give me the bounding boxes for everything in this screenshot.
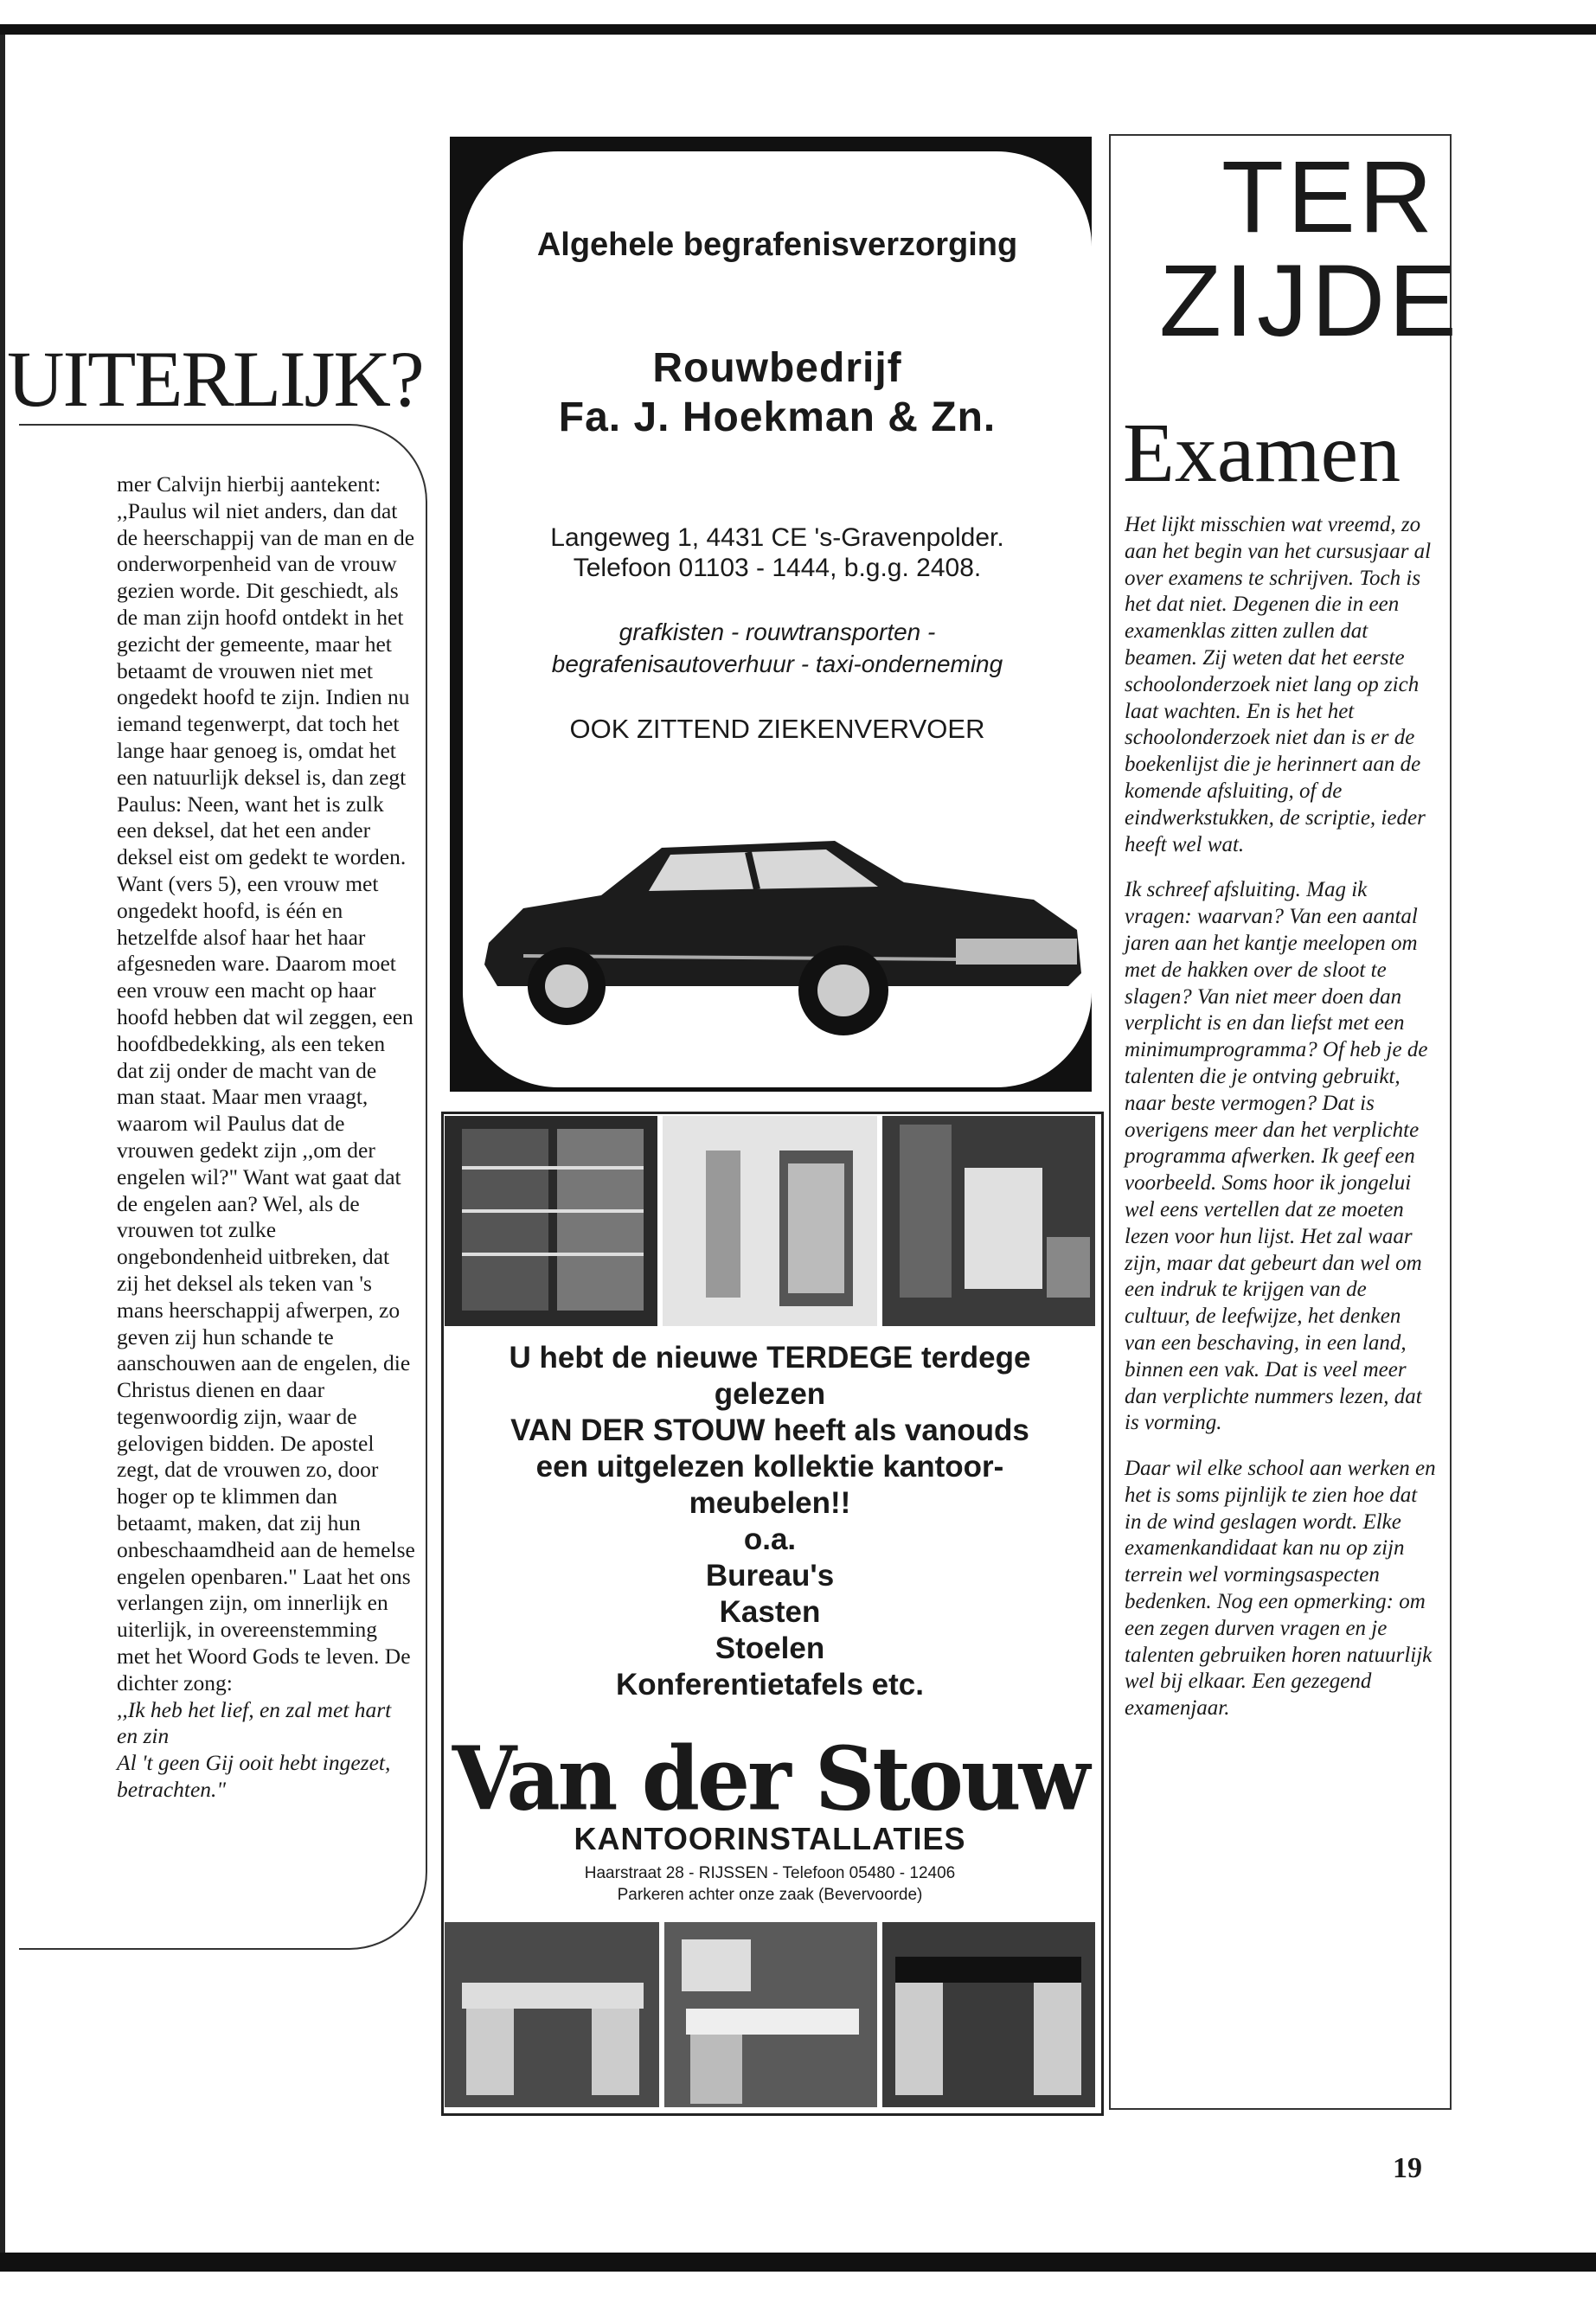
article-body	[117, 471, 415, 1804]
office-cabinet-photo	[663, 1116, 877, 1326]
funeral-services: grafkisten - rouwtransporten -	[619, 619, 936, 645]
office-cabinet-photo	[882, 1116, 1095, 1326]
car-image	[471, 779, 1086, 1055]
column-title: TER	[1221, 140, 1436, 254]
column-title: ZIJDE	[1159, 244, 1460, 358]
poem-line: Al 't geen Gij ooit hebt ingezet, betrachten."	[117, 1750, 391, 1803]
office-ad-line: VAN DER STOUW heeft als vanouds	[510, 1413, 1029, 1447]
page-number: 19	[1393, 2152, 1422, 2184]
funeral-ad-heading: Algehele begrafenisverzorging	[536, 227, 1018, 263]
brand-address: Haarstraat 28 - RIJSSEN - Telefoon 05480 - 12406	[584, 1864, 956, 1882]
funeral-company-name: Fa. J. Hoekman & Zn.	[558, 394, 997, 440]
left-border-rule	[0, 35, 5, 2258]
column-paragraph: Daar wil elke school aan werken en het is soms pijnlijk te zien hoe dat in de wind geslagen wordt. Elke examenkandidaat kan nu op zijn terrein wel vormingsaspecten bedenken. Nog een opmerking: om een zegen durven vragen en je talenten gebruiken horen natuurlijk wel bij elkaar. Een gezegend examenjaar.	[1125, 1457, 1436, 1721]
poem-line: ,,Ik heb het lief, en zal met hart en zin	[117, 1696, 392, 1749]
office-desk-photo	[664, 1922, 877, 2107]
office-ad-line: U hebt de nieuwe TERDEGE terdege	[509, 1341, 1031, 1375]
office-ad-line: een uitgelezen kollektie kantoor-	[535, 1450, 1004, 1484]
office-ad-line: o.a.	[743, 1522, 797, 1556]
top-border-rule	[0, 24, 1596, 35]
brand-subtitle: KANTOORINSTALLATIES	[574, 1821, 966, 1856]
funeral-services: begrafenisautoverhuur - taxi-onderneming	[551, 651, 1003, 677]
column-paragraph: Ik schreef afsluiting. Mag ik vragen: waarvan? Van een aantal jaren aan het kantje meelopen om met de hakken over de sloot te slagen? Van niet meer doen dan verplicht is en dan liefst met een minimumprogramma? Of heb je de talenten die je ontving gebruikt, naar beste vermogen? Dat is overigens meer dan het verplichte programma afwerken. Ik geef een voorbeeld. Soms hoor ik jongelui wel eens vertellen dat ze moeten lezen voor hun lijst. Het zal waar zijn, maar dat gebeurt dan wel om een indruk te krijgen van de cultuur, de leefwijze, het denken van een beschaving, in een land, binnen een vak. Dat is veel meer dan verplichte nummers lezen, dat is vorming.	[1125, 878, 1428, 1435]
article-title: UITERLIJK?	[7, 335, 423, 423]
funeral-company-line: Rouwbedrijf	[652, 345, 902, 391]
brand-logo: Van der Stouw	[452, 1727, 1088, 1830]
column-body	[1125, 512, 1436, 1741]
office-ad-item: Kasten	[719, 1595, 821, 1629]
office-desk-photo	[445, 1922, 659, 2107]
office-ad-line: gelezen	[714, 1377, 826, 1411]
funeral-phone: Telefoon 01103 - 1444, b.g.g. 2408.	[573, 554, 982, 582]
column-heading: Examen	[1123, 407, 1401, 500]
office-ad-item: Bureau's	[705, 1559, 835, 1593]
office-ad-item: Konferentietafels etc.	[616, 1668, 924, 1702]
column-paragraph: Het lijkt misschien wat vreemd, zo aan het begin van het cursusjaar al over examens te schrijven. Toch is het dat niet. Degenen die in een examenklas zitten zullen dat beamen. Zij weten dat het eerste schoolonderzoek niet lang op zich laat wachten. En is het het schoolonderzoek niet dan is er de boekenlijst die je herinnert aan de komende afsluiting, of de eindwerkstukken, de scriptie, ieder heeft wel wat.	[1125, 513, 1432, 856]
bottom-border-rule	[0, 2253, 1596, 2272]
office-ad-line: meubelen!!	[689, 1486, 851, 1520]
article-intro: mer Calvijn hierbij aantekent:	[117, 471, 381, 497]
article-paragraph: ,,Paulus wil niet anders, dan dat de heerschappij van de man en de onderworpenheid van de vrouw gezien worde. Dit geschiedt, als de man zijn hoofd ontdekt in het gezicht der gemeente, maar het betaamt de vrouwen niet met ongedekt hoofd te zijn. Indien nu iemand tegenwerpt, dat toch het lange haar genoeg is, omdat het een natuurlijk deksel is, dan zegt Paulus: Neen, want het is zulk een deksel, dat het een ander deksel eist om gedekt te worden. Want (vers 5), een vrouw met ongedekt hoofd, is één en hetzelfde alsof haar het haar afgesneden ware. Daarom moet een vrouw een macht op haar hoofd hebben dat wil zeggen, een hoofdbedekking, als een teken dat zij onder de macht van de man staat. Maar men vraagt, waarom wil Paulus dat de vrouwen gedekt zijn ,,om der engelen wil?" Want wat gaat dat de engelen aan? Wel, als de vrouwen tot zulke ongebondenheid uitbreken, dat zij het deksel als teken van 's mans heerschappij afwerpen, zo geven zij hun schande te aanschouwen aan de engelen, die Christus dienen en daar tegenwoordig zijn, waar de gelovigen bidden. De apostel zegt, dat de vrouwen zo, door hoger op te klimmen dan betaamt, maken, dat zij hun onbeschaamdheid aan de hemelse engelen openbaren." Laat het ons verlangen zijn, om innerlijk en uiterlijk, in overeenstemming met het Woord Gods te leven. De dichter zong:	[117, 497, 415, 1695]
funeral-address: Langeweg 1, 4431 CE 's-Gravenpolder.	[550, 523, 1004, 552]
office-cabinet-photo	[445, 1116, 657, 1326]
brand-parking: Parkeren achter onze zaak (Bevervoorde)	[617, 1886, 923, 1904]
office-desk-photo	[882, 1922, 1095, 2107]
funeral-ziekenvervoer: OOK ZITTEND ZIEKENVERVOER	[569, 714, 985, 744]
office-ad-item: Stoelen	[715, 1631, 825, 1665]
